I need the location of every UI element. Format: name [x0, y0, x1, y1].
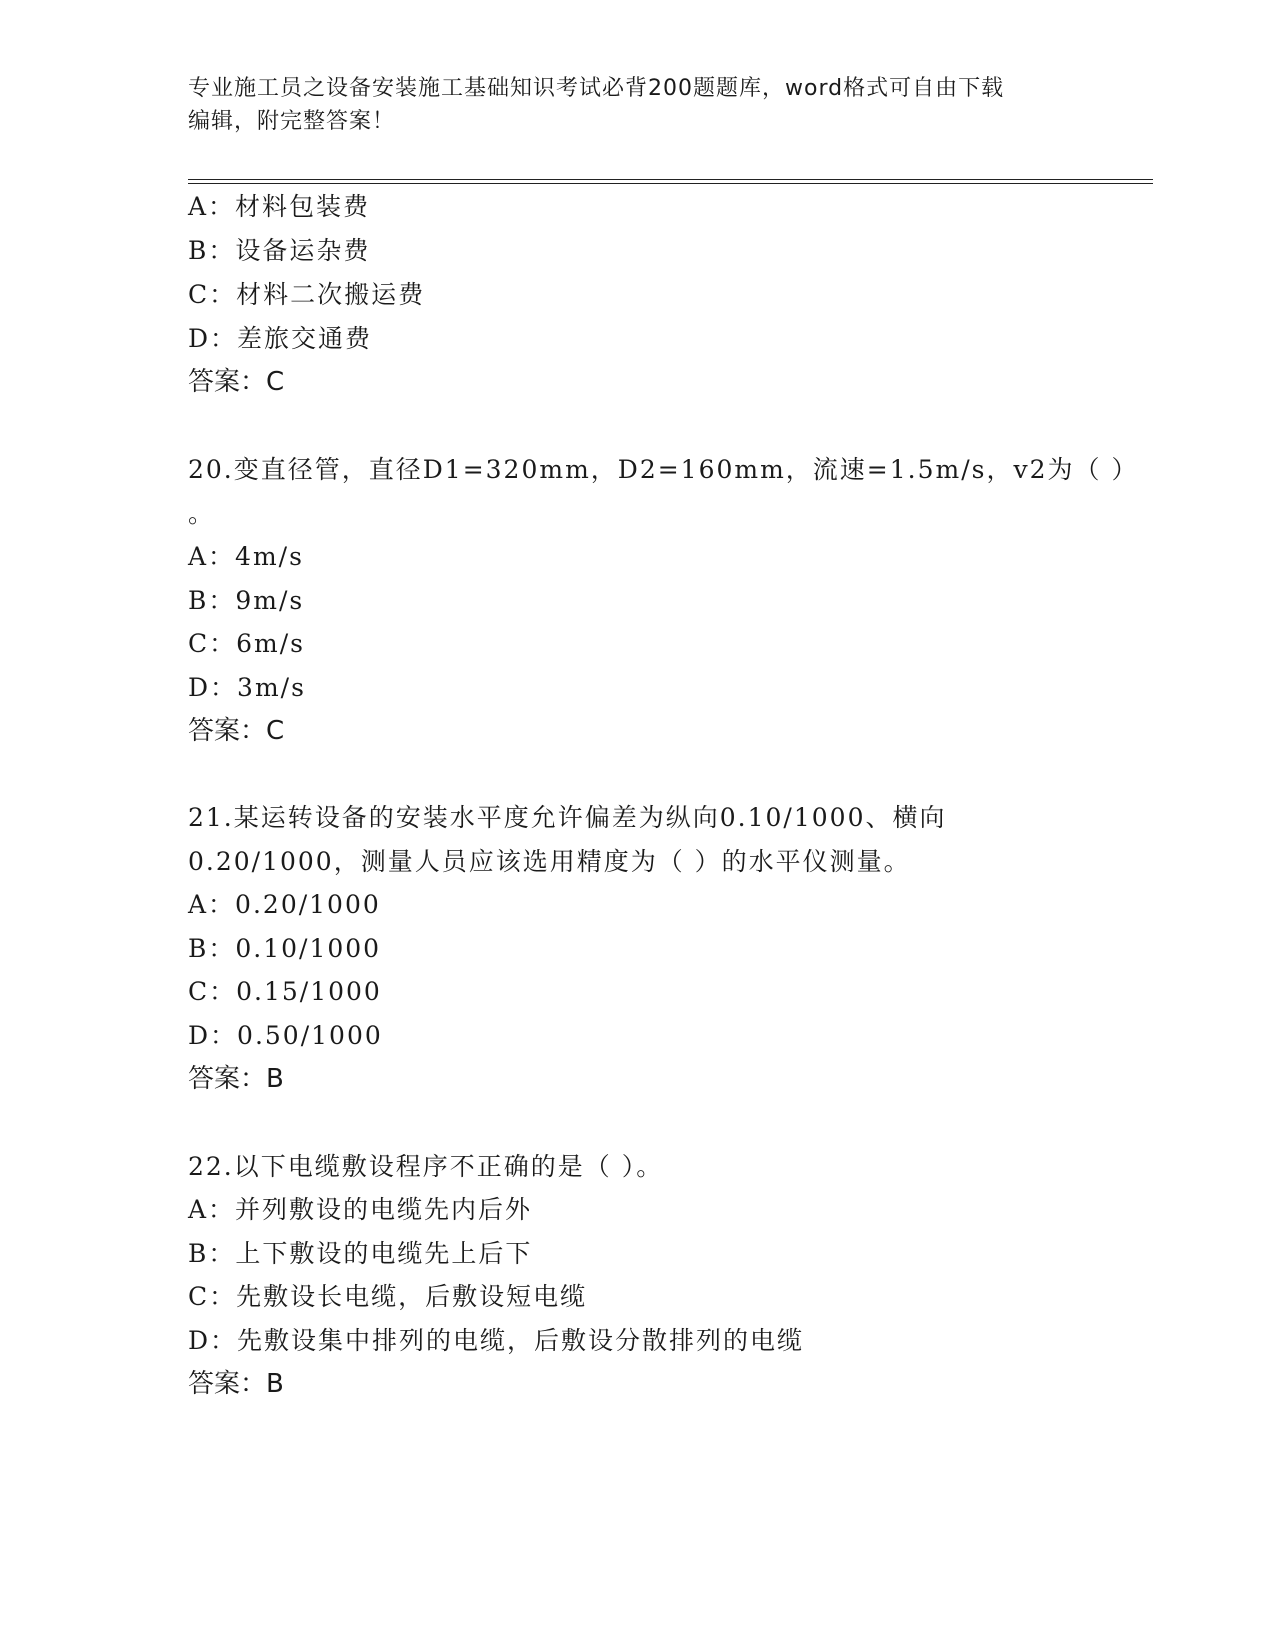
q21-option-a: A：0.20/1000	[188, 890, 381, 919]
q20-option-c: C：6m/s	[188, 629, 305, 658]
header-divider-bottom	[188, 183, 1153, 184]
header-divider-top	[188, 179, 1153, 180]
q20-answer: 答案：C	[188, 716, 285, 746]
q21-stem-line-2: 0.20/1000，测量人员应该选用精度为（ ）的水平仪测量。	[188, 847, 911, 876]
q22-option-d: D：先敷设集中排列的电缆，后敷设分散排列的电缆	[188, 1326, 805, 1355]
q20-option-a: A：4m/s	[188, 542, 304, 571]
q19-answer: 答案：C	[188, 367, 285, 397]
q22-answer: 答案：B	[188, 1369, 284, 1399]
q21-option-b: B：0.10/1000	[188, 934, 382, 963]
q21-option-d: D：0.50/1000	[188, 1021, 383, 1050]
q20-stem-line-1: 20.变直径管，直径D1=320mm，D2=160mm，流速=1.5m/s，v2为（ ）	[188, 455, 1139, 484]
document-header	[188, 72, 1068, 138]
header-line-2: 编辑，附完整答案！	[188, 109, 396, 134]
q22-stem-line-1: 22.以下电缆敷设程序不正确的是（ ）。	[188, 1152, 664, 1181]
q20-option-b: B：9m/s	[188, 586, 305, 615]
q20-option-d: D：3m/s	[188, 673, 306, 702]
q22-option-b: B：上下敷设的电缆先上后下	[188, 1239, 533, 1268]
q19-option-c: C：材料二次搬运费	[188, 280, 426, 309]
q21-option-c: C：0.15/1000	[188, 977, 382, 1006]
q19-option-b: B：设备运杂费	[188, 236, 371, 265]
q21-stem-line-1: 21.某运转设备的安装水平度允许偏差为纵向0.10/1000、横向	[188, 803, 947, 832]
q22-option-c: C：先敷设长电缆，后敷设短电缆	[188, 1282, 588, 1311]
q19-option-a: A：材料包装费	[188, 192, 371, 221]
q22-option-a: A：并列敷设的电缆先内后外	[188, 1195, 533, 1224]
q19-option-d: D：差旅交通费	[188, 324, 373, 353]
q21-answer: 答案：B	[188, 1064, 284, 1094]
q20-stem-line-2: 。	[188, 499, 216, 528]
header-line-1: 专业施工员之设备安装施工基础知识考试必背200题题库，word格式可自由下载	[188, 76, 1005, 101]
